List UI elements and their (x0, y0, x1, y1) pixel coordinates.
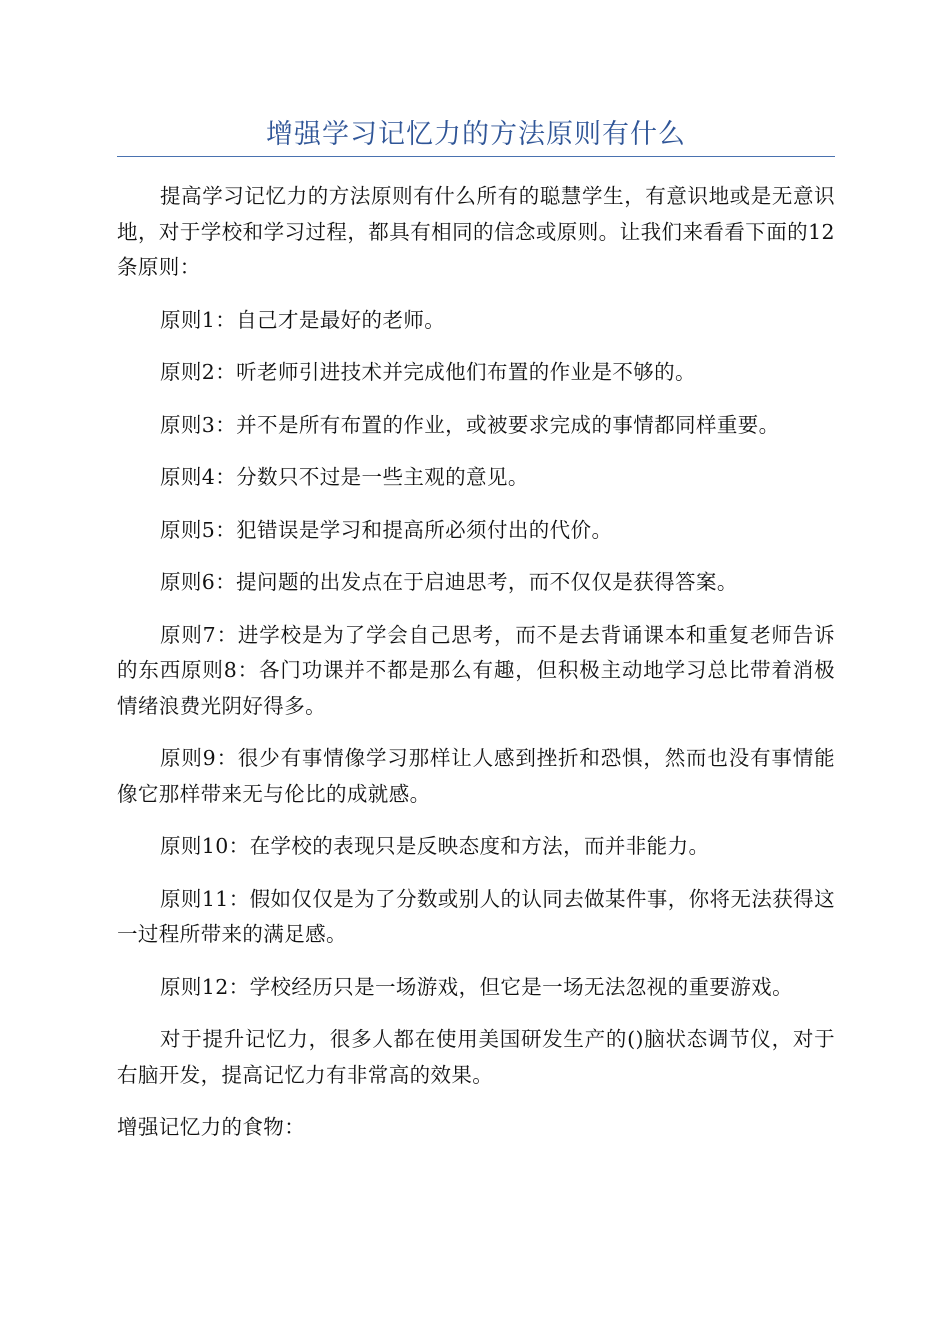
section-heading: 增强记忆力的食物： (117, 1115, 306, 1139)
title-underline (117, 156, 835, 157)
principle-11: 原则11：假如仅仅是为了分数或别人的认同去做某件事，你将无法获得这一过程所带来的满足感。 (117, 886, 835, 946)
document-body (117, 179, 835, 1146)
principle-10: 原则10：在学校的表现只是反映态度和方法，而并非能力。 (160, 834, 710, 858)
document-page (117, 0, 835, 1163)
principle-9: 原则9：很少有事情像学习那样让人感到挫折和恐惧，然而也没有事情能像它那样带来无与伦比的成就感。 (117, 746, 835, 806)
principle-1: 原则1：自己才是最好的老师。 (160, 307, 446, 332)
principle-2: 原则2：听老师引进技术并完成他们布置的作业是不够的。 (160, 360, 696, 384)
principle-5: 原则5：犯错误是学习和提高所必须付出的代价。 (160, 517, 613, 542)
principle-12: 原则12：学校经历只是一场游戏，但它是一场无法忽视的重要游戏。 (160, 974, 793, 999)
intro-paragraph: 提高学习记忆力的方法原则有什么所有的聪慧学生，有意识地或是无意识地，对于学校和学习过程，都具有相同的信念或原则。让我们来看看下面的12条原则： (117, 184, 835, 279)
principle-3: 原则3：并不是所有布置的作业，或被要求完成的事情都同样重要。 (160, 412, 780, 437)
closing-paragraph: 对于提升记忆力，很多人都在使用美国研发生产的()脑状态调节仪，对于右脑开发，提高记忆力有非常高的效果。 (117, 1027, 835, 1087)
principle-6: 原则6：提问题的出发点在于启迪思考，而不仅仅是获得答案。 (160, 570, 738, 594)
document-title: 增强学习记忆力的方法原则有什么 (266, 119, 686, 150)
principle-7-8: 原则7：进学校是为了学会自己思考，而不是去背诵课本和重复老师告诉的东西原则8：各门功课并不都是那么有趣，但积极主动地学习总比带着消极情绪浪费光阴好得多。 (117, 622, 835, 718)
principle-4: 原则4：分数只不过是一些主观的意见。 (160, 465, 529, 489)
